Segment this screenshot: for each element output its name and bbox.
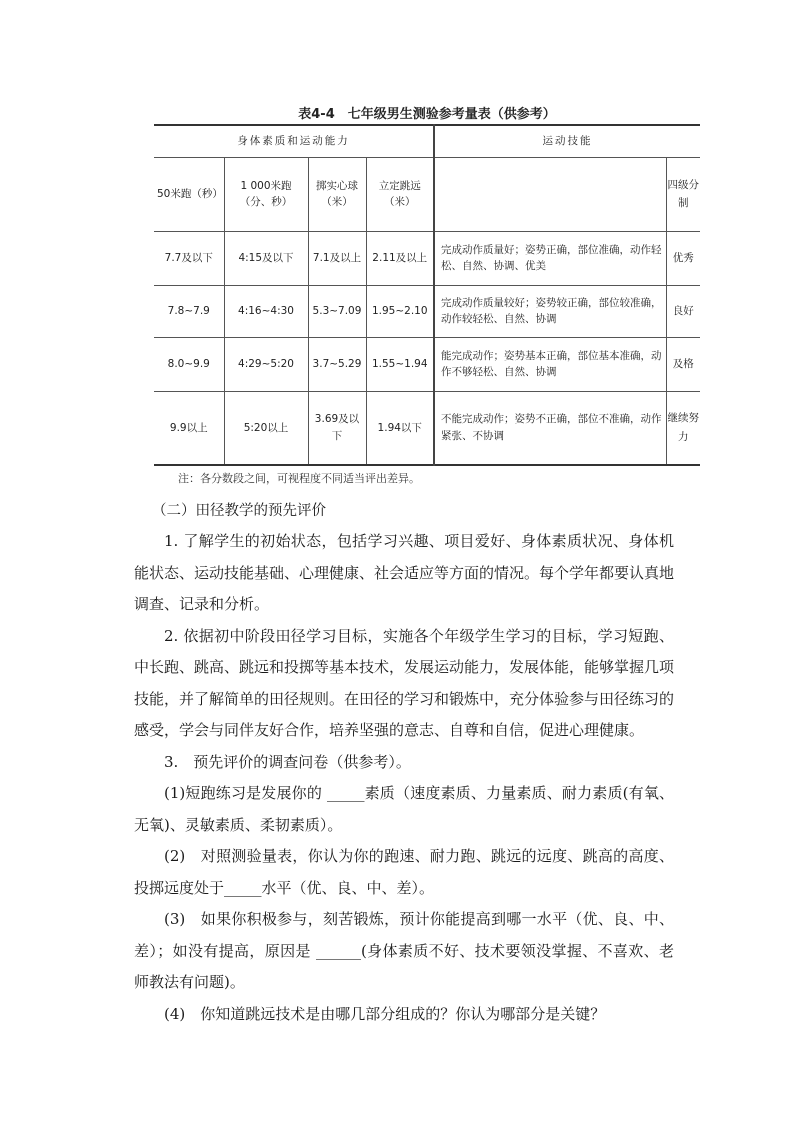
cell-standing-jump: 1.95~2.10 <box>366 285 434 337</box>
cell-1000m-run: 4:29~5:20 <box>224 337 308 391</box>
cell-50m-run: 8.0~9.9 <box>154 337 224 391</box>
group-header-physical: 身体素质和运动能力 <box>154 125 434 157</box>
table-note: 注：各分数段之间，可视程度不同适当评出差异。 <box>178 472 420 485</box>
cell-50m-run: 7.8~7.9 <box>154 285 224 337</box>
column-header-standing-jump: 立定跳远（米） <box>366 157 434 231</box>
column-header-1000m-run: 1 000米跑（分、秒） <box>224 157 308 231</box>
table-row <box>154 337 700 391</box>
cell-skill-description: 不能完成动作；姿势不正确，部位不准确，动作紧张、不协调 <box>434 391 666 465</box>
cell-skill-description: 完成动作质量好；姿势正确，部位准确，动作轻松、自然、协调、优美 <box>434 231 666 285</box>
cell-grade: 及格 <box>666 337 700 391</box>
cell-standing-jump: 1.94以下 <box>366 391 434 465</box>
cell-grade: 继续努力 <box>666 391 700 465</box>
table-row <box>154 391 700 465</box>
table-group-header-row <box>154 125 700 157</box>
cell-skill-description: 能完成动作；姿势基本正确，部位基本准确，动作不够轻松、自然、协调 <box>434 337 666 391</box>
paragraph: 1. 了解学生的初始状态，包括学习兴趣、项目爱好、身体素质状况、身体机能状态、运动技能基础、心理健康、社会适应等方面的情况。每个学年都要认真地调查、记录和分析。 <box>134 532 675 613</box>
cell-1000m-run: 5:20以上 <box>224 391 308 465</box>
group-header-skill: 运动技能 <box>434 125 700 157</box>
paragraph: (3) 如果你积极参与，刻苦锻炼，预计你能提高到哪一水平（优、良、中、差）；如没有提高，原因是 ______(身体素质不好、技术要领没掌握、不喜欢、老师教法有问题)。 <box>134 910 674 991</box>
cell-standing-jump: 2.11及以上 <box>366 231 434 285</box>
paragraph: (1)短跑练习是发展你的 _____素质（速度素质、力量素质、耐力素质(有氧、无氧)、灵敏素质、柔韧素质）。 <box>134 784 674 834</box>
paragraph: (4) 你知道跳远技术是由哪几部分组成的？你认为哪部分是关键？ <box>164 1004 606 1023</box>
table-row <box>154 231 700 285</box>
cell-1000m-run: 4:16~4:30 <box>224 285 308 337</box>
cell-1000m-run: 4:15及以下 <box>224 231 308 285</box>
column-header-grade: 四级分制 <box>666 157 700 231</box>
paragraph: (2) 对照测验量表，你认为你的跑速、耐力跑、跳远的远度、跳高的高度、投掷远度处于_____水平（优、良、中、差）。 <box>134 847 674 897</box>
reference-scale-table <box>154 124 700 466</box>
paragraph: 2. 依据初中阶段田径学习目标，实施各个年级学生学习的目标，学习短跑、中长跑、跳高、跳远和投掷等基本技术，发展运动能力，发展体能，能够掌握几项技能，并了解简单的田径规则。在田径的学习和锻炼中，充分体验参与田径练习的感受，学会与同伴友好合作，培养坚强的意志、自尊和自信，促进心理健康。 <box>134 626 675 739</box>
cell-shot-ball: 7.1及以上 <box>308 231 366 285</box>
paragraph: 3. 预先评价的调查问卷（供参考）。 <box>164 752 411 771</box>
cell-50m-run: 7.7及以下 <box>154 231 224 285</box>
table-row <box>154 285 700 337</box>
cell-grade: 良好 <box>666 285 700 337</box>
cell-shot-ball: 3.7~5.29 <box>308 337 366 391</box>
section-body <box>134 496 674 1030</box>
cell-shot-ball: 3.69及以下 <box>308 391 366 465</box>
cell-50m-run: 9.9以上 <box>154 391 224 465</box>
cell-grade: 优秀 <box>666 231 700 285</box>
column-header-50m-run: 50米跑（秒） <box>154 157 224 231</box>
section-heading: （二）田径教学的预先评价 <box>152 503 326 519</box>
table-column-header-row <box>154 157 700 231</box>
column-header-skill <box>434 157 666 231</box>
cell-skill-description: 完成动作质量较好；姿势较正确，部位较准确，动作较轻松、自然、协调 <box>434 285 666 337</box>
column-header-shot-ball: 掷实心球（米） <box>308 157 366 231</box>
table-caption: 表4-4 七年级男生测验参考量表（供参考） <box>298 107 556 122</box>
cell-standing-jump: 1.55~1.94 <box>366 337 434 391</box>
cell-shot-ball: 5.3~7.09 <box>308 285 366 337</box>
